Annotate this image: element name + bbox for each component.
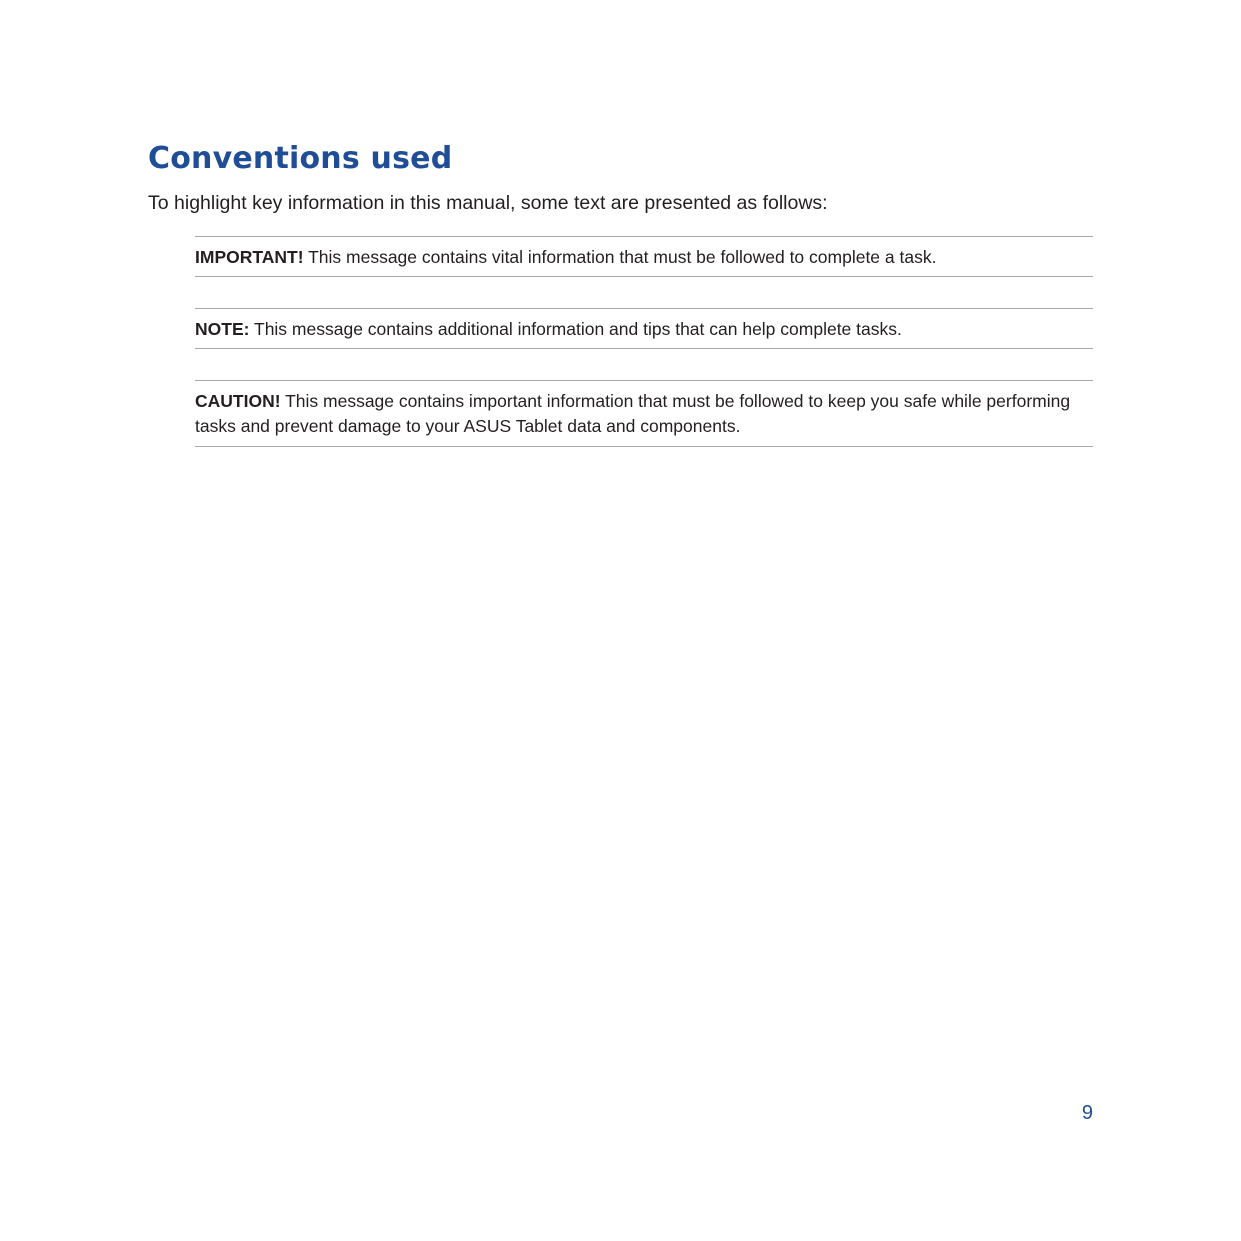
caution-notice xyxy=(195,380,1093,447)
note-text: This message contains additional information and tips that can help complete tasks. xyxy=(254,319,902,339)
intro-text: To highlight key information in this manual, some text are presented as follows: xyxy=(148,192,828,214)
caution-text: This message contains important information that must be followed to keep you safe while performing tasks and prevent damage to your ASUS Tablet data and components. xyxy=(195,391,1071,436)
note-notice xyxy=(195,308,1093,349)
important-notice xyxy=(195,236,1093,277)
page-title: Conventions used xyxy=(148,141,453,176)
note-label: NOTE: xyxy=(195,319,250,339)
page-number: 9 xyxy=(1081,1102,1093,1124)
important-text: This message contains vital information that must be followed to complete a task. xyxy=(308,247,937,267)
caution-label: CAUTION! xyxy=(195,391,281,411)
important-label: IMPORTANT! xyxy=(195,247,304,267)
